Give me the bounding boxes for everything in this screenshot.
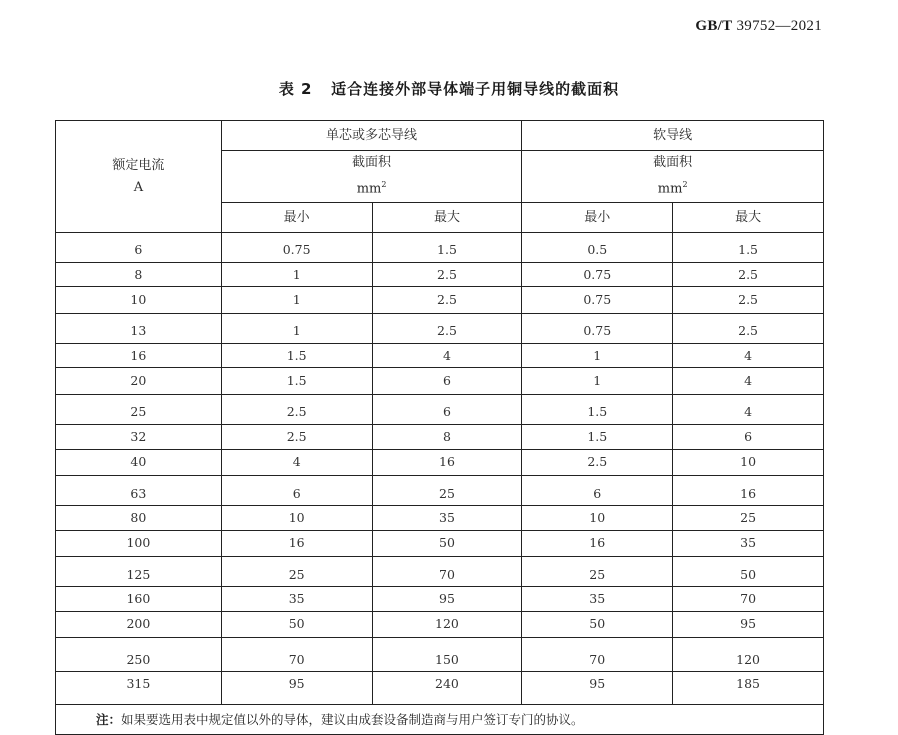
flexible-min-cell: 95 <box>522 672 673 705</box>
flexible-max-cell: 16 <box>673 476 824 506</box>
flexible-max-cell: 10 <box>673 449 824 476</box>
solid-min-cell: 0.75 <box>221 233 372 263</box>
solid-min-cell: 6 <box>221 476 372 506</box>
solid-min-cell: 50 <box>221 611 372 638</box>
table-row <box>56 395 824 425</box>
current-cell: 63 <box>56 476 222 506</box>
table-row <box>56 586 824 611</box>
solid-cross-section-label: 截面积 <box>352 155 392 171</box>
flexible-min-header: 最小 <box>522 203 673 233</box>
table-row <box>56 672 824 705</box>
table-row <box>56 368 824 395</box>
flexible-min-cell: 1.5 <box>522 395 673 425</box>
solid-max-cell: 240 <box>372 672 522 705</box>
solid-max-cell: 120 <box>372 611 522 638</box>
flexible-max-cell: 4 <box>673 343 824 368</box>
solid-min-cell: 70 <box>221 638 372 672</box>
table-title <box>0 78 898 99</box>
row-group-4 <box>56 476 824 557</box>
flexible-max-cell: 2.5 <box>673 287 824 314</box>
flexible-min-cell: 16 <box>522 530 673 557</box>
current-cell: 250 <box>56 638 222 672</box>
current-cell: 100 <box>56 530 222 557</box>
table-title-label: 表 2 <box>278 80 313 98</box>
table-row <box>56 611 824 638</box>
row-group-3 <box>56 395 824 476</box>
flexible-max-cell: 2.5 <box>673 262 824 287</box>
flexible-max-cell: 35 <box>673 530 824 557</box>
table-row <box>56 530 824 557</box>
standard-number <box>695 18 822 35</box>
current-cell: 200 <box>56 611 222 638</box>
current-cell: 125 <box>56 557 222 587</box>
solid-max-cell: 50 <box>372 530 522 557</box>
solid-max-cell: 8 <box>372 424 522 449</box>
table-row <box>56 262 824 287</box>
table-row <box>56 449 824 476</box>
flexible-min-cell: 1 <box>522 343 673 368</box>
standard-year-number: 39752—2021 <box>736 18 822 34</box>
note-label: 注： <box>96 712 122 728</box>
solid-min-cell: 35 <box>221 586 372 611</box>
flexible-max-cell: 185 <box>673 672 824 705</box>
flexible-max-cell: 1.5 <box>673 233 824 263</box>
current-cell: 25 <box>56 395 222 425</box>
flexible-min-cell: 35 <box>522 586 673 611</box>
solid-max-cell: 2.5 <box>372 287 522 314</box>
flexible-cross-section-unit: $mm^2$ <box>657 180 688 197</box>
solid-min-cell: 10 <box>221 505 372 530</box>
current-cell: 8 <box>56 262 222 287</box>
cross-section-table <box>55 120 824 735</box>
solid-max-cell: 2.5 <box>372 314 522 344</box>
solid-min-cell: 2.5 <box>221 395 372 425</box>
current-cell: 32 <box>56 424 222 449</box>
solid-min-header: 最小 <box>221 203 372 233</box>
solid-min-cell: 16 <box>221 530 372 557</box>
table-row <box>56 343 824 368</box>
current-cell: 16 <box>56 343 222 368</box>
current-cell: 315 <box>56 672 222 705</box>
rated-current-header <box>56 121 222 233</box>
solid-max-cell: 95 <box>372 586 522 611</box>
table-title-text: 适合连接外部导体端子用铜导线的截面积 <box>331 80 620 98</box>
table-row <box>56 233 824 263</box>
table-note-row <box>56 704 824 734</box>
solid-max-cell: 2.5 <box>372 262 522 287</box>
table-row <box>56 314 824 344</box>
flexible-min-cell: 1.5 <box>522 424 673 449</box>
solid-max-cell: 70 <box>372 557 522 587</box>
current-cell: 40 <box>56 449 222 476</box>
flexible-min-cell: 6 <box>522 476 673 506</box>
solid-max-cell: 25 <box>372 476 522 506</box>
solid-min-cell: 1 <box>221 262 372 287</box>
solid-max-header: 最大 <box>372 203 522 233</box>
table-row <box>56 476 824 506</box>
flexible-min-cell: 50 <box>522 611 673 638</box>
flexible-min-cell: 2.5 <box>522 449 673 476</box>
solid-max-cell: 6 <box>372 368 522 395</box>
solid-cross-section-header <box>221 151 522 203</box>
solid-max-cell: 150 <box>372 638 522 672</box>
flexible-max-cell: 70 <box>673 586 824 611</box>
table-row <box>56 287 824 314</box>
solid-cross-section-unit: $mm^2$ <box>356 180 387 197</box>
flexible-min-cell: 0.75 <box>522 262 673 287</box>
solid-min-cell: 25 <box>221 557 372 587</box>
flexible-max-cell: 4 <box>673 368 824 395</box>
solid-max-cell: 6 <box>372 395 522 425</box>
row-group-2 <box>56 314 824 395</box>
flexible-max-cell: 4 <box>673 395 824 425</box>
flexible-max-cell: 50 <box>673 557 824 587</box>
solid-min-cell: 1.5 <box>221 343 372 368</box>
current-cell: 6 <box>56 233 222 263</box>
solid-max-cell: 1.5 <box>372 233 522 263</box>
current-cell: 20 <box>56 368 222 395</box>
flexible-min-cell: 0.75 <box>522 287 673 314</box>
solid-conductor-header: 单芯或多芯导线 <box>221 121 522 151</box>
flexible-max-cell: 25 <box>673 505 824 530</box>
solid-min-cell: 1 <box>221 287 372 314</box>
rated-current-label: 额定电流 <box>112 157 165 173</box>
flexible-cross-section-label: 截面积 <box>653 155 693 171</box>
solid-min-cell: 4 <box>221 449 372 476</box>
solid-min-cell: 2.5 <box>221 424 372 449</box>
flexible-max-cell: 120 <box>673 638 824 672</box>
current-cell: 160 <box>56 586 222 611</box>
flexible-max-cell: 6 <box>673 424 824 449</box>
current-cell: 80 <box>56 505 222 530</box>
solid-max-cell: 35 <box>372 505 522 530</box>
table-row <box>56 557 824 587</box>
flexible-min-cell: 0.5 <box>522 233 673 263</box>
flexible-min-cell: 1 <box>522 368 673 395</box>
flexible-min-cell: 70 <box>522 638 673 672</box>
solid-max-cell: 4 <box>372 343 522 368</box>
standard-code: GB/T <box>695 18 733 34</box>
flexible-min-cell: 10 <box>522 505 673 530</box>
solid-min-cell: 1 <box>221 314 372 344</box>
solid-min-cell: 1.5 <box>221 368 372 395</box>
row-group-5 <box>56 557 824 638</box>
flexible-cross-section-header <box>522 151 824 203</box>
solid-min-cell: 95 <box>221 672 372 705</box>
flexible-conductor-header: 软导线 <box>522 121 824 151</box>
row-group-6 <box>56 638 824 704</box>
current-cell: 10 <box>56 287 222 314</box>
table-row <box>56 424 824 449</box>
flexible-max-cell: 95 <box>673 611 824 638</box>
rated-current-unit: A <box>133 179 144 195</box>
flexible-min-cell: 0.75 <box>522 314 673 344</box>
flexible-min-cell: 25 <box>522 557 673 587</box>
table-row <box>56 638 824 672</box>
flexible-max-cell: 2.5 <box>673 314 824 344</box>
solid-max-cell: 16 <box>372 449 522 476</box>
table-note <box>56 704 824 734</box>
table-row <box>56 505 824 530</box>
row-group-1 <box>56 233 824 314</box>
current-cell: 13 <box>56 314 222 344</box>
flexible-max-header: 最大 <box>673 203 824 233</box>
note-text: 如果要选用表中规定值以外的导体，建议由成套设备制造商与用户签订专门的协议。 <box>121 712 584 728</box>
